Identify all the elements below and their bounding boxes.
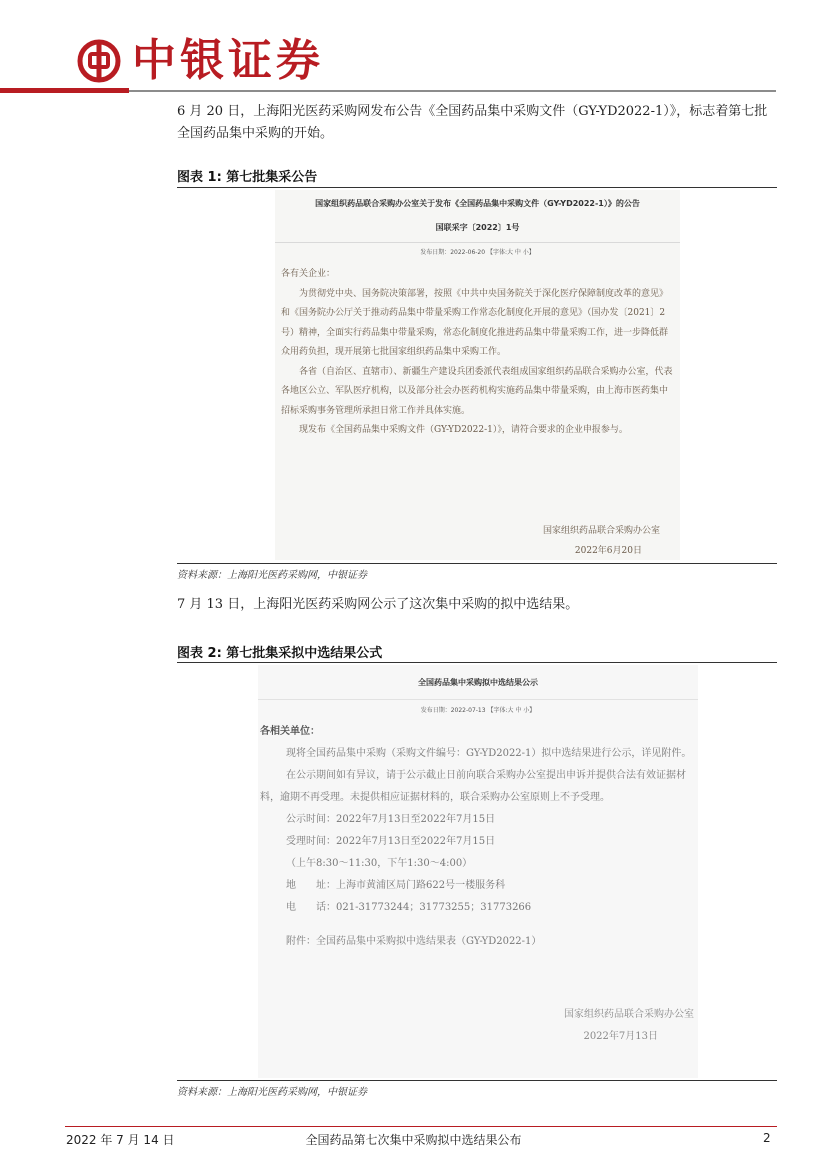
brand-name: 中银证券 <box>132 35 324 86</box>
notice-phone: 电 话：021-31773244；31773255；31773266 <box>286 902 532 913</box>
header-rule <box>129 90 776 92</box>
notice-date: 发布日期：2022-06-20 【字体:大 中 小】 <box>420 249 535 256</box>
notice-signature: 国家组织药品联合采购办公室 <box>542 526 660 536</box>
notice-publicity-time: 公示时间：2022年7月13日至2022年7月15日 <box>286 814 496 825</box>
notice-doc-number: 国联采字〔2022〕1号 <box>435 223 520 232</box>
notice-accept-time: 受理时间：2022年7月13日至2022年7月15日 <box>286 836 496 847</box>
bank-of-china-logo-icon <box>77 39 121 83</box>
notice-body <box>260 721 696 953</box>
notice-date: 发布日期：2022-07-13 【字体:大 中 小】 <box>420 707 536 714</box>
notice-title: 全国药品集中采购拟中选结果公示 <box>418 678 538 687</box>
notice-sign-date: 2022年6月20日 <box>574 546 642 556</box>
notice-divider <box>275 242 680 243</box>
notice-paragraph: 各省（自治区、直辖市）、新疆生产建设兵团委派代表组成国家组织药品联合采购办公室，代表各地区公立、军队医疗机构，以及部分社会办医药机构实施药品集中带量采购，由上海市医药集中招标采购事务管理所承担日常工作并具体实施。 <box>281 366 673 416</box>
notice-paragraph: 为贯彻党中央、国务院决策部署，按照《中共中央国务院关于深化医疗保障制度改革的意见》和《国务院办公厅关于推动药品集中带量采购工作常态化制度化开展的意见》（国办发〔2021〕2号）精神，全面实行药品集中带量采购，常态化制度化推进药品集中带量采购工作，进一步降低群众用药负担，现开展第七批国家组织药品集中采购工作。 <box>281 288 669 357</box>
footer-rule <box>65 1126 777 1127</box>
page-number: 2 <box>763 1131 771 1145</box>
notice-image <box>275 190 680 560</box>
figure-title: 图表 1: 第七批集采公告 <box>177 170 318 185</box>
notice-divider <box>258 699 698 700</box>
notice-signature: 国家组织药品联合采购办公室 <box>564 1009 694 1020</box>
figure-rule-top <box>177 662 777 663</box>
footer-date: 2022 年 7 月 14 日 <box>66 1133 175 1147</box>
notice-title: 国家组织药品联合采购办公室关于发布《全国药品集中采购文件（GY-YD2022-1）》的公告 <box>315 199 640 208</box>
notice-image <box>258 665 698 1078</box>
notice-paragraph: 在公示期间如有异议，请于公示截止日前向联合采购办公室提出申诉并提供合法有效证据材料，逾期不再受理。未提供相应证据材料的，联合采购办公室原则上不予受理。 <box>260 770 686 803</box>
figure-rule-top <box>177 187 777 188</box>
notice-paragraph: 现发布《全国药品集中采购文件（GY-YD2022-1）》，请符合要求的企业申报参与。 <box>299 425 628 435</box>
notice-body <box>281 265 673 441</box>
body-paragraph: 7 月 13 日，上海阳光医药采购网公示了这次集中采购的拟中选结果。 <box>177 597 579 612</box>
notice-paragraph: 现将全国药品集中采购（采购文件编号：GY-YD2022-1）拟中选结果进行公示，详见附件。 <box>286 748 692 759</box>
notice-salutation: 各有关企业： <box>281 269 336 279</box>
figure-rule-bottom <box>177 563 777 564</box>
footer-title: 全国药品第七次集中采购拟中选结果公布 <box>305 1133 522 1147</box>
notice-attachment: 附件：全国药品集中采购拟中选结果表（GY-YD2022-1） <box>286 936 542 947</box>
notice-salutation: 各相关单位： <box>260 726 320 737</box>
figure-source: 资料来源：上海阳光医药采购网，中银证券 <box>177 570 367 581</box>
figure-source: 资料来源：上海阳光医药采购网，中银证券 <box>177 1087 367 1098</box>
figure-title: 图表 2: 第七批集采拟中选结果公式 <box>177 646 383 661</box>
header-rule-accent <box>0 88 129 93</box>
figure-rule-bottom <box>177 1080 777 1081</box>
notice-sign-date: 2022年7月13日 <box>583 1031 658 1042</box>
notice-hours: （上午8:30～11:30，下午1:30～4:00） <box>286 858 473 869</box>
body-paragraph: 6 月 20 日，上海阳光医药采购网发布公告《全国药品集中采购文件（GY-YD2022-1）》，标志着第七批全国药品集中采购的开始。 <box>177 104 768 141</box>
notice-address: 地 址：上海市黄浦区局门路622号一楼服务科 <box>286 880 506 891</box>
